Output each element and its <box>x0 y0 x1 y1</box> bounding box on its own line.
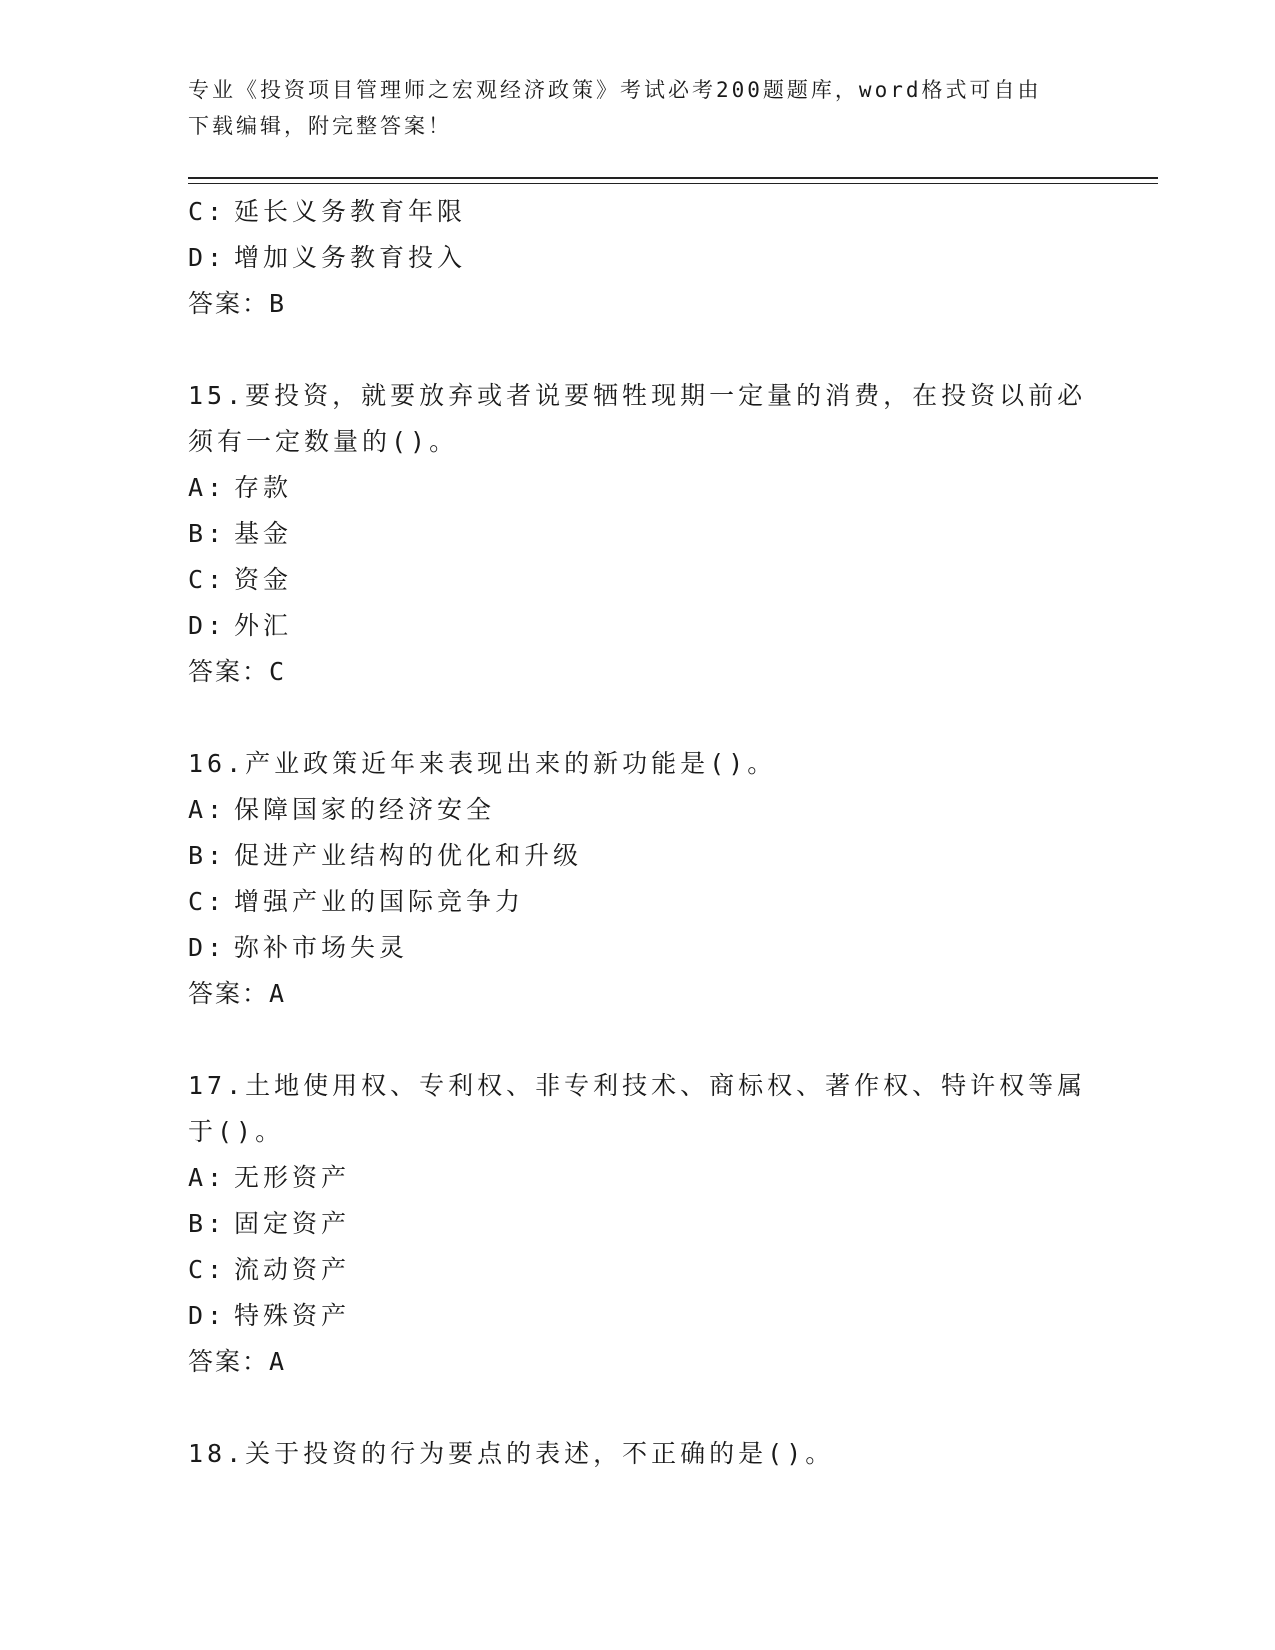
question-stem: 于()。 <box>188 1117 285 1146</box>
option-text: 外汇 <box>234 611 293 640</box>
option-c <box>188 1247 1088 1293</box>
option-d <box>188 1293 1088 1339</box>
option-text: 特殊资产 <box>234 1301 351 1330</box>
option-a <box>188 787 1088 833</box>
option-label: C: <box>188 1255 227 1284</box>
option-text: 促进产业结构的优化和升级 <box>234 841 583 870</box>
option-b <box>188 1201 1088 1247</box>
spacer <box>188 1385 1088 1431</box>
option-c <box>188 189 1088 235</box>
option-label: D: <box>188 611 227 640</box>
option-label: A: <box>188 795 227 824</box>
question-stem: 15.要投资，就要放弃或者说要牺牲现期一定量的消费，在投资以前必 <box>188 381 1087 410</box>
header-divider-thick <box>188 177 1158 179</box>
spacer <box>188 1017 1088 1063</box>
question-18 <box>188 1431 1088 1477</box>
option-d <box>188 235 1088 281</box>
option-label: C: <box>188 887 227 916</box>
option-label: A: <box>188 1163 227 1192</box>
option-label: B: <box>188 841 227 870</box>
question-16 <box>188 741 1088 1017</box>
answer-line: 答案：C <box>188 657 287 686</box>
option-b <box>188 511 1088 557</box>
document-header <box>188 72 1088 144</box>
option-a <box>188 1155 1088 1201</box>
question-17 <box>188 1063 1088 1385</box>
answer-line: 答案：A <box>188 979 287 1008</box>
option-label: A: <box>188 473 227 502</box>
question-stem: 须有一定数量的()。 <box>188 427 459 456</box>
document-body <box>188 189 1088 1477</box>
spacer <box>188 327 1088 373</box>
option-text: 增强产业的国际竞争力 <box>234 887 525 916</box>
header-divider-thin <box>188 183 1158 184</box>
continued-question <box>188 189 1088 327</box>
option-d <box>188 925 1088 971</box>
option-label: B: <box>188 1209 227 1238</box>
option-text: 无形资产 <box>234 1163 351 1192</box>
option-text: 弥补市场失灵 <box>234 933 409 962</box>
option-d <box>188 603 1088 649</box>
answer-line: 答案：B <box>188 289 287 318</box>
option-label: D: <box>188 1301 227 1330</box>
option-text: 资金 <box>234 565 293 594</box>
option-text: 存款 <box>234 473 293 502</box>
header-line-1: 专业《投资项目管理师之宏观经济政策》考试必考200题题库，word格式可自由 <box>188 78 1042 102</box>
question-15 <box>188 373 1088 695</box>
option-text: 保障国家的经济安全 <box>234 795 496 824</box>
option-c <box>188 879 1088 925</box>
option-label: D: <box>188 933 227 962</box>
question-stem: 16.产业政策近年来表现出来的新功能是()。 <box>188 749 777 778</box>
option-text: 基金 <box>234 519 293 548</box>
question-stem: 17.土地使用权、专利权、非专利技术、商标权、著作权、特许权等属 <box>188 1071 1087 1100</box>
option-text: 延长义务教育年限 <box>234 197 467 226</box>
header-line-2: 下载编辑，附完整答案！ <box>188 114 452 138</box>
option-c <box>188 557 1088 603</box>
spacer <box>188 695 1088 741</box>
option-label: C: <box>188 197 227 226</box>
option-text: 增加义务教育投入 <box>234 243 467 272</box>
option-text: 固定资产 <box>234 1209 351 1238</box>
option-label: D: <box>188 243 227 272</box>
option-label: B: <box>188 519 227 548</box>
question-stem: 18.关于投资的行为要点的表述，不正确的是()。 <box>188 1439 835 1468</box>
option-text: 流动资产 <box>234 1255 351 1284</box>
option-a <box>188 465 1088 511</box>
option-b <box>188 833 1088 879</box>
answer-line: 答案：A <box>188 1347 287 1376</box>
option-label: C: <box>188 565 227 594</box>
